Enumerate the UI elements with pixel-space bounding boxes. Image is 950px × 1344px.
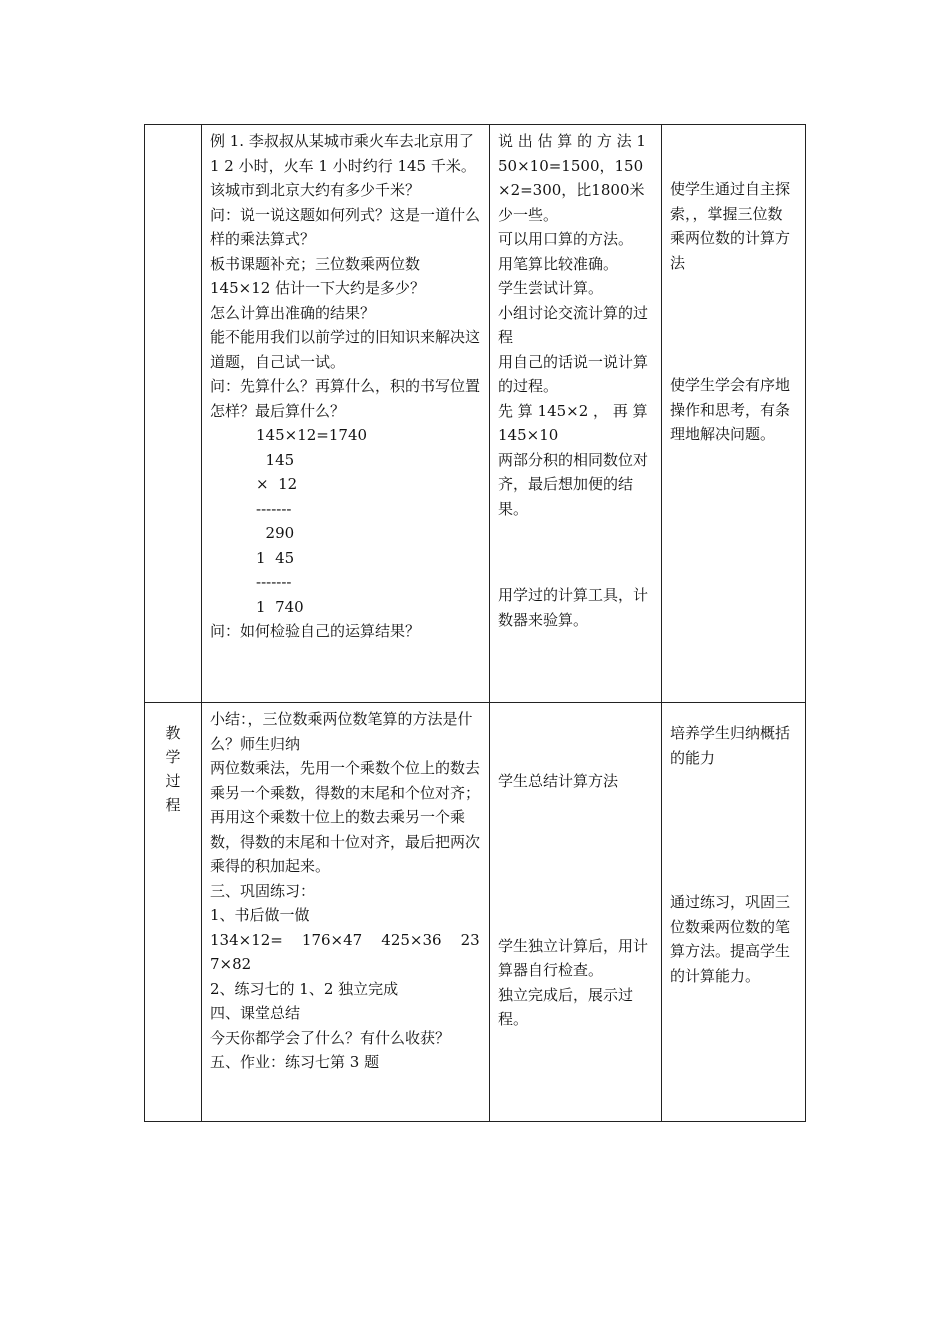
section-label-cell — [145, 703, 202, 1122]
practice-heading: 三、巩固练习： — [210, 881, 316, 900]
try-prompt: 能不能用我们以前学过的旧知识来解决这道题，自己试一试。 — [210, 328, 481, 371]
goal-text: 使学生通过自主探索，，掌握三位数乘两位数的计算方法 — [670, 180, 791, 272]
student-text: 独立完成后，展示过程。 — [498, 985, 634, 1028]
practice-item: 1、书后做一做 — [210, 906, 310, 924]
question-formula: 问：说一说这题如何列式？这是一道什么样的乘法算式？ — [210, 205, 481, 248]
order-question: 问：先算什么？再算什么，积的书写位置怎样？最后算什么？ — [210, 377, 481, 420]
summary-prompt: 今天你都学会了什么？有什么收获？ — [210, 1028, 451, 1047]
calc-line: 145 — [256, 450, 295, 469]
goal-cell — [662, 703, 806, 1122]
practice-exercises: 134×12= 176×47 425×36 237×82 — [210, 930, 480, 973]
section-label-char: 过 — [165, 772, 181, 790]
section-label-char: 程 — [165, 796, 181, 814]
board-title: 板书课题补充；三位数乘两位数 — [210, 254, 421, 273]
student-activity-cell — [490, 125, 662, 703]
example-problem: 例 1. 李叔叔从某城市乘火车去北京用了 1 2 小时，火车 1 小时约行 145 千米。该城市到北京大约有多少千米？ — [210, 132, 476, 199]
student-text: 两部分积的相同数位对齐，最后想加便的结果。 — [498, 450, 649, 518]
student-text: 说 出 估 算 的 方 法 150×10=1500，150×2=300，比1800米少一些。 — [498, 132, 646, 224]
table-row — [145, 703, 806, 1122]
teacher-activity-cell — [202, 703, 490, 1122]
lesson-plan-table — [144, 124, 806, 1122]
goal-cell — [662, 125, 806, 703]
student-text: 用学过的计算工具，计数器来验算。 — [498, 586, 649, 629]
student-text: 可以用口算的方法。 — [498, 230, 634, 248]
goal-text: 通过练习，巩固三位数乘两位数的笔算方法。提高学生的计算能力。 — [670, 893, 791, 985]
student-text: 小组讨论交流计算的过程 — [498, 303, 649, 346]
section-label-char: 学 — [165, 748, 181, 766]
calc-line: 1 45 — [256, 548, 295, 567]
goal-text: 培养学生归纳概括的能力 — [670, 724, 791, 767]
calc-line: ------- — [256, 573, 292, 591]
calc-line: ------- — [256, 499, 292, 518]
estimate-question: 145×12 估计一下大约是多少？ — [210, 279, 426, 297]
calc-equation: 145×12=1740 — [256, 426, 368, 444]
teacher-activity-cell — [202, 125, 490, 703]
student-text: 学生尝试计算。 — [498, 279, 604, 297]
practice-item: 2、练习七的 1、2 独立完成 — [210, 979, 399, 998]
calc-line: × 12 — [256, 475, 298, 493]
summary-question: 小结：，三位数乘两位数笔算的方法是什么？师生归纳 — [210, 710, 473, 753]
exact-question: 怎么计算出准确的结果？ — [210, 303, 376, 322]
student-text: 学生独立计算后，用计算器自行检查。 — [498, 936, 649, 979]
goal-text: 使学生学会有序地操作和思考，有条理地解决问题。 — [670, 376, 791, 443]
student-text: 用自己的话说一说计算的过程。 — [498, 352, 649, 395]
homework: 五、作业：练习七第 3 题 — [210, 1053, 380, 1071]
calc-line: 1 740 — [256, 597, 304, 616]
student-text: 学生总结计算方法 — [498, 772, 619, 790]
summary-rule: 两位数乘法，先用一个乘数个位上的数去乘另一个乘数，得数的末尾和个位对齐；再用这个乘数十位上的数去乘另一个乘数，得数的末尾和十位对齐，最后把两次乘得的积加起来。 — [210, 759, 481, 875]
student-text: 先 算 145×2 ， 再 算 145×10 — [498, 401, 648, 444]
student-activity-cell — [490, 703, 662, 1122]
section-label-char: 教 — [165, 724, 181, 742]
student-text: 用笔算比较准确。 — [498, 254, 619, 273]
section-label-cell-empty — [145, 125, 202, 703]
summary-heading: 四、课堂总结 — [210, 1004, 301, 1022]
verify-question: 问：如何检验自己的运算结果？ — [210, 622, 421, 640]
calc-line: 290 — [256, 524, 295, 542]
table-row — [145, 125, 806, 703]
